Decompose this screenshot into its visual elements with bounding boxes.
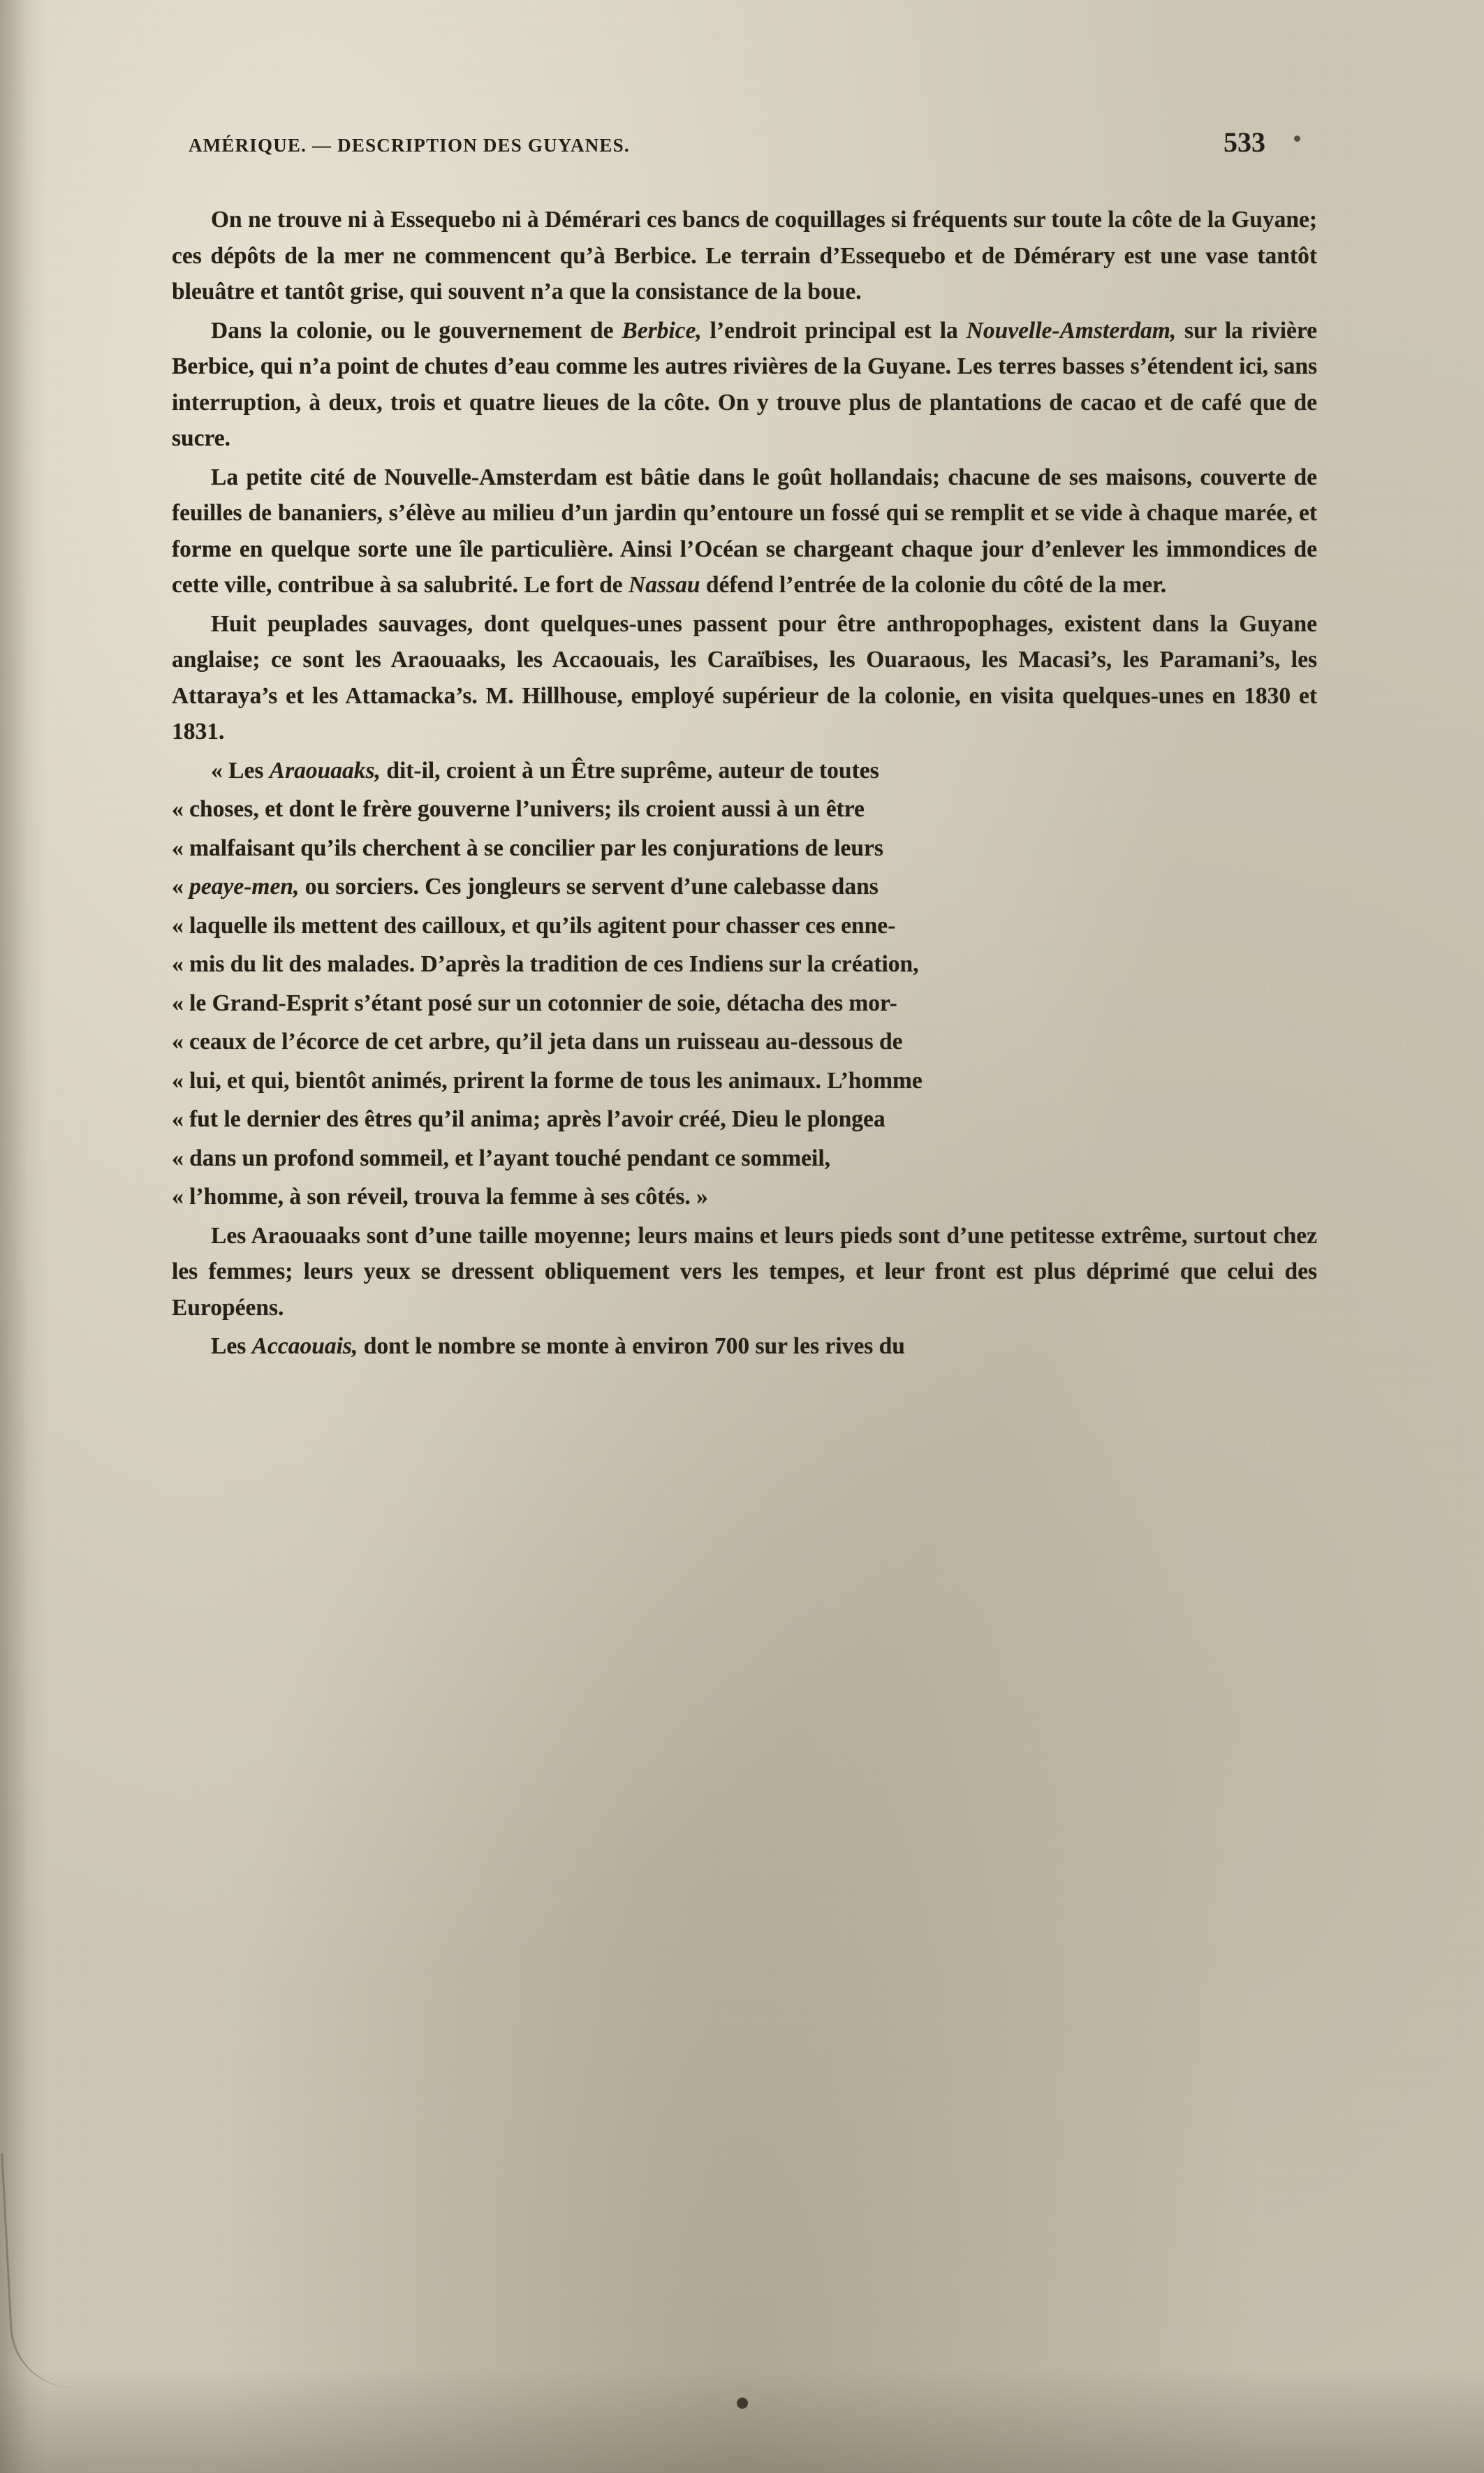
paragraph: Les Araouaaks sont d’une taille moyenne; leurs mains et leurs pieds sont d’une petitesse extrême, surtout chez les femmes; leurs yeux se dressent obliquement vers les tempes, et leur front est plus déprimé que celui des Européens. xyxy=(172,1222,1317,1321)
quote-line: « mis du lit des malades. D’après la tradition de ces Indiens sur la création, xyxy=(172,951,919,977)
paragraph: Les Accaouais, dont le nombre se monte à environ 700 sur les rives du xyxy=(211,1333,905,1359)
quote-line: « dans un profond sommeil, et l’ayant touché pendant ce sommeil, xyxy=(172,1145,831,1171)
quote-line: « lui, et qui, bientôt animés, prirent la forme de tous les animaux. L’homme xyxy=(172,1067,923,1094)
quote-line: « ceaux de l’écorce de cet arbre, qu’il jeta dans un ruisseau au-dessous de xyxy=(172,1029,903,1055)
quote-line: « le Grand-Esprit s’étant posé sur un cotonnier de soie, détacha des mor- xyxy=(172,990,897,1016)
page-content xyxy=(172,126,1317,1367)
quote-line: « choses, et dont le frère gouverne l’univers; ils croient aussi à un être xyxy=(172,796,865,822)
paragraph: La petite cité de Nouvelle-Amsterdam est bâtie dans le goût hollandais; chacune de ses maisons, couverte de feuilles de bananiers, s’élève au milieu d’un jardin qu’entoure un fossé qui se remplit et se vide à chaque marée, et forme en quelque sorte une île particulière. Ainsi l’Océan se chargeant chaque jour d’enlever les immondices de cette ville, contribue à sa salubrité. Le fort de Nassau défend l’entrée de la colonie du côté de la mer. xyxy=(172,464,1317,598)
page-number: 533 xyxy=(1224,126,1317,159)
page-bottom-shadow xyxy=(0,2368,1484,2473)
quote-line: « fut le dernier des êtres qu’il anima; après l’avoir créé, Dieu le plongea xyxy=(172,1106,886,1132)
page-left-shadow xyxy=(0,0,49,2473)
quote-line: « laquelle ils mettent des cailloux, et qu’ils agitent pour chasser ces enne- xyxy=(172,912,896,939)
block-quotation xyxy=(172,753,1317,1215)
running-head-title: AMÉRIQUE. — DESCRIPTION DES GUYANES. xyxy=(189,135,630,156)
paragraph: On ne trouve ni à Essequebo ni à Démérari ces bancs de coquillages si fréquents sur toute la côte de la Guyane; ces dépôts de la mer ne commencent qu’à Berbice. Le terrain d’Essequebo et de Démérary est une vase tantôt bleuâtre et tantôt grise, qui souvent n’a que la consistance de la boue. xyxy=(172,207,1317,304)
page-corner-curl xyxy=(1,2149,99,2391)
paragraph: Huit peuplades sauvages, dont quelques-unes passent pour être anthropophages, existent dans la Guyane anglaise; ce sont les Araouaaks, les Accaouais, les Caraïbises, les Ouaraous, les Macasi’s, les Paramani’s, les Attaraya’s et les Attamacka’s. M. Hillhouse, employé supérieur de la colonie, en visita quelques-unes en 1830 et 1831. xyxy=(172,610,1317,744)
quote-line: « l’homme, à son réveil, trouva la femme à ses côtés. » xyxy=(172,1184,708,1210)
quote-line: « Les Araouaaks, dit-il, croient à un Être suprême, auteur de toutes xyxy=(211,757,879,784)
quote-line: « malfaisant qu’ils cherchent à se concilier par les conjurations de leurs xyxy=(172,835,883,861)
page-footer-dot xyxy=(737,2398,748,2409)
running-head xyxy=(172,126,1317,159)
body-text-block xyxy=(172,202,1317,1365)
quote-line: « peaye-men, ou sorciers. Ces jongleurs se servent d’une calebasse dans xyxy=(172,874,879,900)
paragraph: Dans la colonie, ou le gouvernement de Berbice, l’endroit principal est la Nouvelle-Amsterdam, sur la rivière Berbice, qui n’a point de chutes d’eau comme les autres rivières de la Guyane. Les terres basses s’étendent ici, sans interruption, à deux, trois et quatre lieues de la côte. On y trouve plus de plantations de cacao et de café que de sucre. xyxy=(172,317,1318,451)
